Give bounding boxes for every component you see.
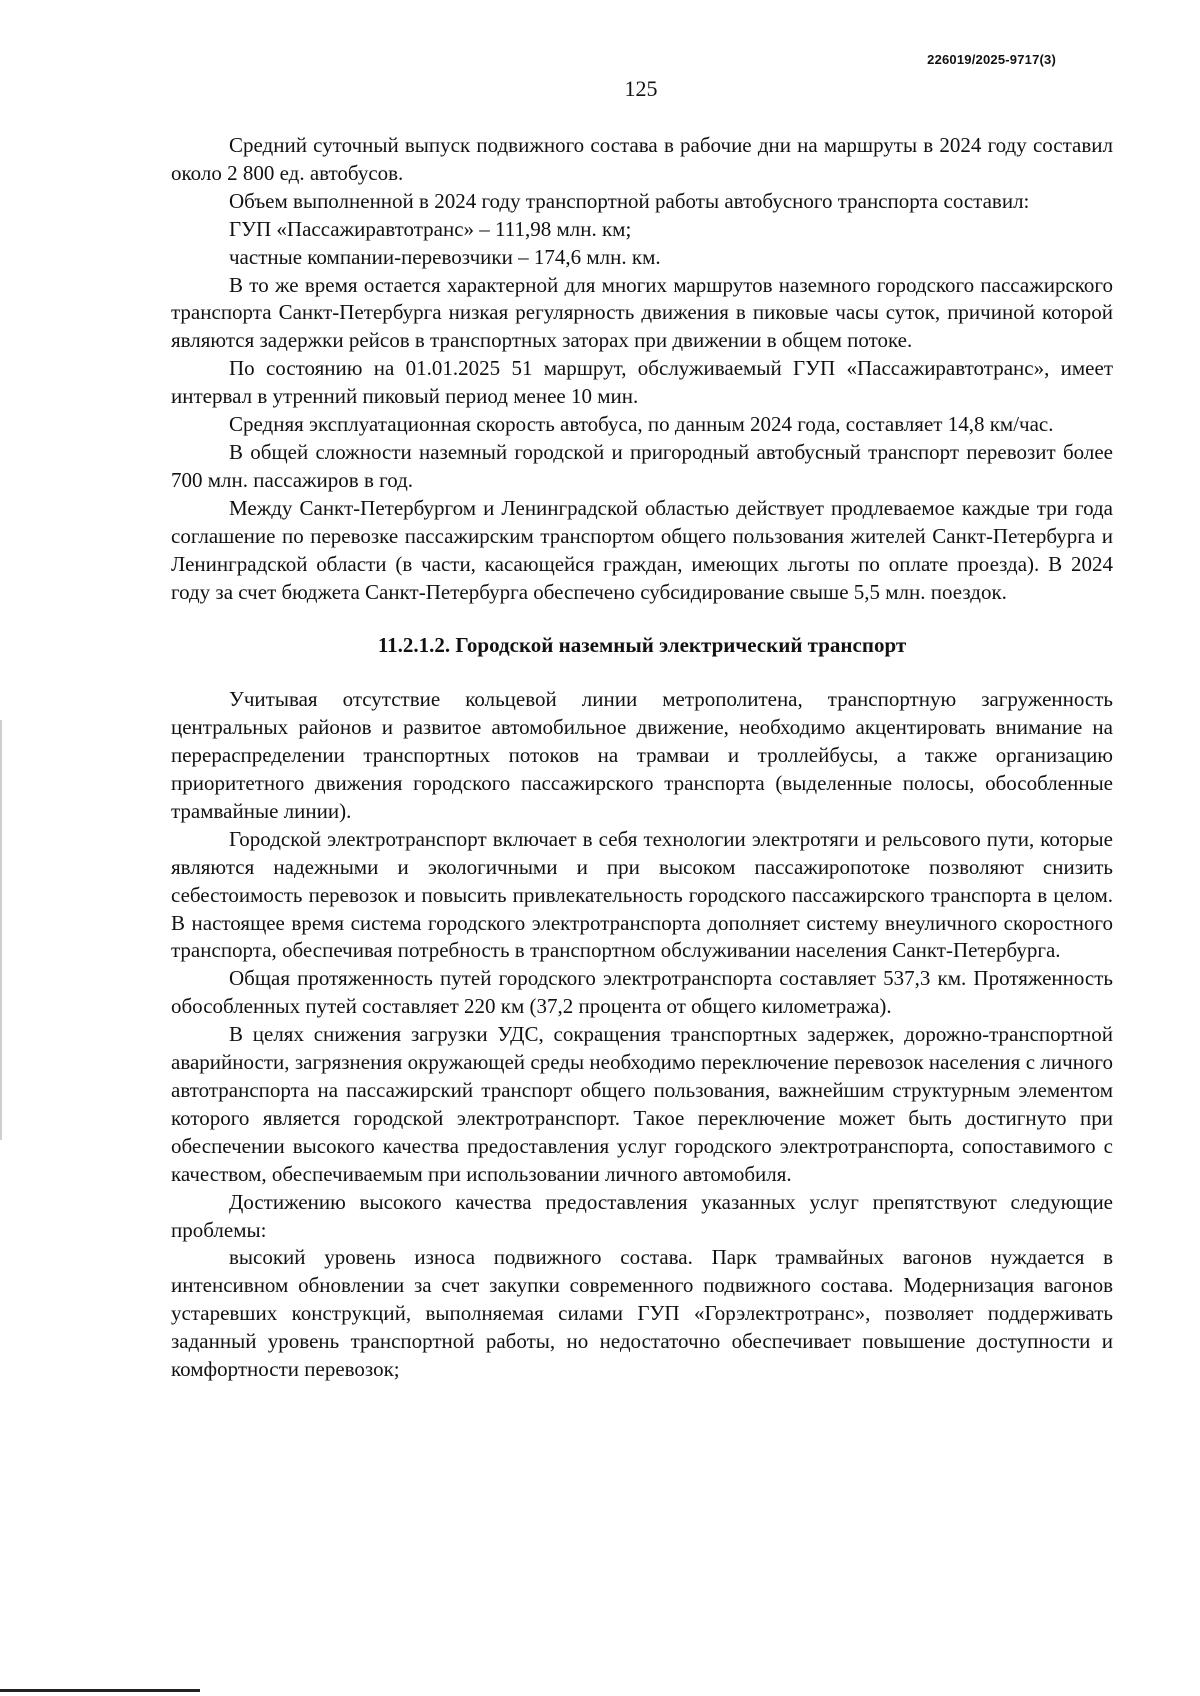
scan-bottom-mark: [0, 1689, 200, 1692]
paragraph: Учитывая отсутствие кольцевой линии метрополитена, транспортную загруженность центральных районов и развитое автомобильное движение, необходимо акцентировать внимание на перераспределении транспортных потоков на трамваи и троллейбусы, а также организацию приоритетного движения городского пассажирского транспорта (выделенные полосы, обособленные трамвайные линии).: [171, 687, 1113, 823]
paragraph: частные компании-перевозчики – 174,6 млн. км.: [229, 244, 661, 269]
paragraph: В целях снижения загрузки УДС, сокращения транспортных задержек, дорожно-транспортной аварийности, загрязнения окружающей среды необходимо переключение перевозок населения с личного автотранспорта на пассажирский транспорт общего пользования, важнейшим структурным элементом которого является городской электротранспорт. Такое переключение может быть достигнуто при обеспечении высокого качества предоставления услуг городского электротранспорта, сопоставимого с качеством, обеспечиваемым при использовании личного автомобиля.: [171, 1022, 1113, 1186]
paragraph: Общая протяженность путей городского электротранспорта составляет 537,3 км. Протяженность обособленных путей составляет 220 км (37,2 процента от общего километража).: [171, 966, 1113, 1019]
paragraph: По состоянию на 01.01.2025 51 маршрут, обслуживаемый ГУП «Пассажиравтотранс», имеет интервал в утренний пиковый период менее 10 мин.: [171, 356, 1113, 409]
scan-edge-mark: [0, 720, 2, 1140]
paragraph: высокий уровень износа подвижного состава. Парк трамвайных вагонов нуждается в интенсивном обновлении за счет закупки современного подвижного состава. Модернизация вагонов устаревших конструкций, выполняемая силами ГУП «Горэлектротранс», позволяет поддерживать заданный уровень транспортной работы, но недостаточно обеспечивает повышение доступности и комфортности перевозок;: [171, 1245, 1113, 1382]
paragraph: ГУП «Пассажиравтотранс» – 111,98 млн. км;: [229, 216, 632, 241]
paragraph: В общей сложности наземный городской и пригородный автобусный транспорт перевозит более 700 млн. пассажиров в год.: [171, 439, 1113, 492]
document-id: 226019/2025-9717(3): [927, 52, 1056, 67]
paragraph: Между Санкт-Петербургом и Ленинградской областью действует продлеваемое каждые три года соглашение по перевозке пассажирским транспортом общего пользования жителей Санкт-Петербурга и Ленинградской области (в части, касающейся граждан, имеющих льготы по оплате проезда). В 2024 году за счет бюджета Санкт-Петербурга обеспечено субсидирование свыше 5,5 млн. поездок.: [171, 495, 1113, 604]
paragraph: Городской электротранспорт включает в себя технологии электротяги и рельсового пути, которые являются надежными и экологичными и при высоком пассажиропотоке позволяют снизить себестоимость перевозок и повысить привлекательность городского пассажирского транспорта в целом. В настоящее время система городского электротранспорта дополняет систему внеуличного скоростного транспорта, обеспечивая потребность в транспортном обслуживании населения Санкт-Петербурга.: [171, 826, 1113, 963]
paragraph: В то же время остается характерной для многих маршрутов наземного городского пассажирского транспорта Санкт-Петербурга низкая регулярность движения в пиковые часы суток, причиной которой являются задержки рейсов в транспортных заторах при движении в общем потоке.: [171, 272, 1113, 353]
document-body: [171, 132, 1113, 1384]
paragraph: Средний суточный выпуск подвижного состава в рабочие дни на маршруты в 2024 году составил около 2 800 ед. автобусов.: [171, 133, 1113, 185]
page-number: 125: [624, 76, 658, 101]
paragraph: Достижению высокого качества предоставления указанных услуг препятствуют следующие проблемы:: [171, 1189, 1113, 1242]
section-heading: 11.2.1.2. Городской наземный электрический транспорт: [377, 633, 907, 658]
paragraph: Средняя эксплуатационная скорость автобуса, по данным 2024 года, составляет 14,8 км/час.: [229, 412, 1054, 437]
paragraph: Объем выполненной в 2024 году транспортной работы автобусного транспорта составил:: [229, 188, 1030, 213]
